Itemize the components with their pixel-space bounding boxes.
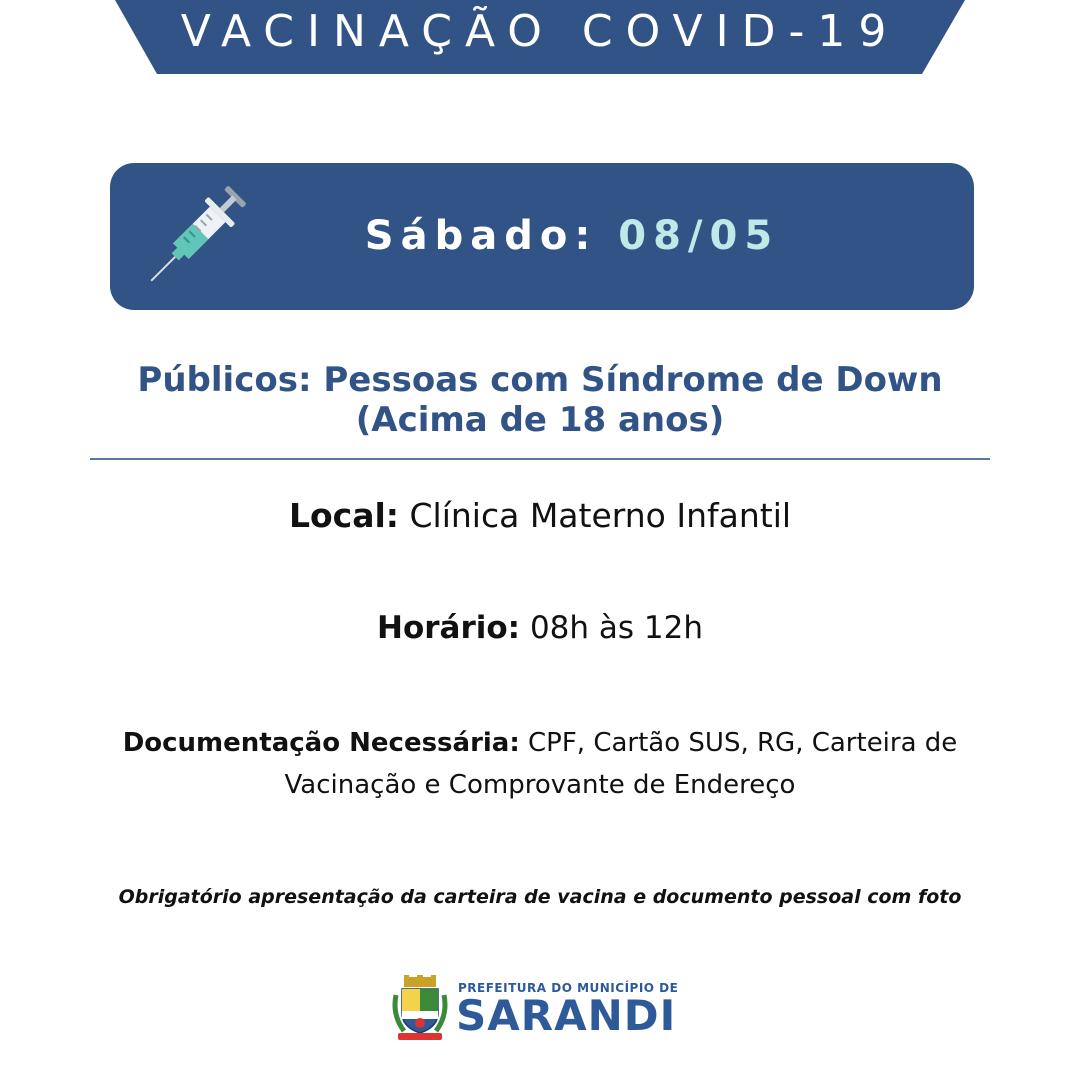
location-value: Clínica Materno Infantil [409, 496, 792, 535]
mandatory-note: Obrigatório apresentação da carteira de vacina e documento pessoal com foto [118, 886, 962, 908]
date-value: 08/05 [618, 213, 780, 259]
schedule-label: Horário: [377, 610, 521, 646]
header-banner [0, 0, 1080, 74]
target-audience-line1: Públicos: Pessoas com Síndrome de Down [137, 360, 943, 400]
logo-subtitle: PREFEITURA DO MUNICÍPIO DE [458, 981, 679, 995]
documents-info [0, 722, 1080, 806]
date-label: Sábado: [364, 213, 598, 259]
municipality-logo [390, 975, 690, 1045]
date-line [110, 213, 974, 259]
documents-label: Documentação Necessária: [122, 728, 520, 758]
location-info [0, 496, 1080, 535]
coat-of-arms-icon [390, 975, 450, 1041]
page-title: VACINAÇÃO COVID-19 [180, 6, 900, 57]
logo-name: SARANDI [456, 991, 677, 1040]
target-audience-line2: (Acima de 18 anos) [355, 400, 725, 440]
schedule-info [0, 610, 1080, 646]
target-audience [0, 360, 1080, 440]
documents-value: CPF, Cartão SUS, RG, Carteira de Vacinação e Comprovante de Endereço [284, 728, 958, 800]
schedule-value: 08h às 12h [529, 610, 703, 646]
location-label: Local: [288, 496, 400, 535]
divider [90, 458, 990, 460]
date-card [110, 163, 974, 310]
